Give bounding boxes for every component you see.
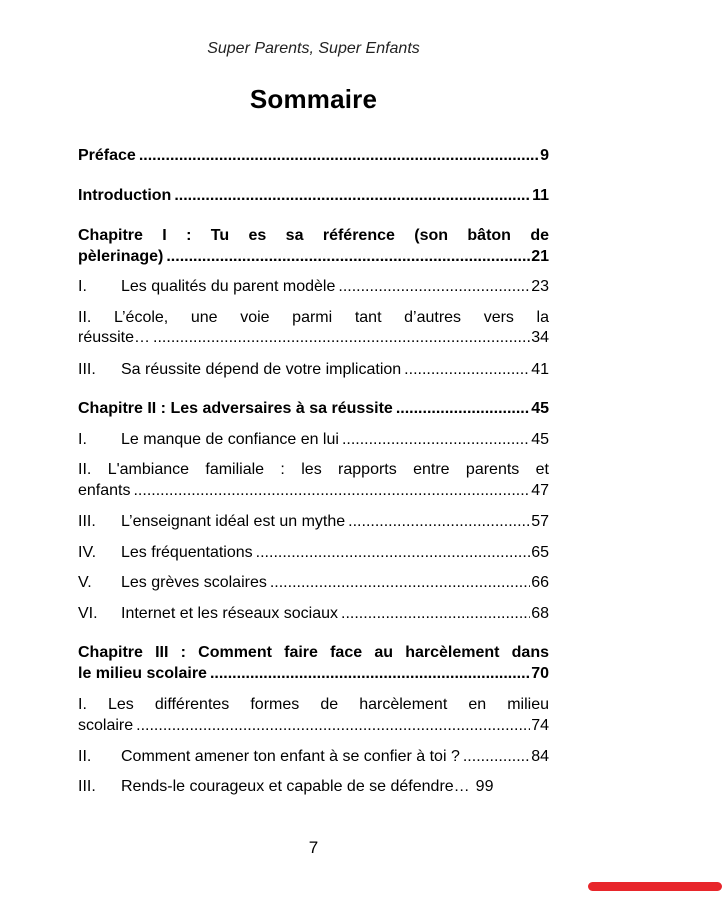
toc-label: Les grèves scolaires: [121, 574, 267, 591]
toc-page-number: 65: [531, 544, 549, 561]
toc-entry-3-3: [78, 777, 549, 797]
dot-leader: [139, 146, 539, 166]
toc-numeral: III.: [78, 778, 96, 795]
toc-label: [78, 460, 549, 480]
dot-leader: [463, 747, 530, 767]
running-header: Super Parents, Super Enfants: [207, 40, 420, 57]
dot-leader: [270, 573, 530, 593]
toc-label-text: L’école, une voie parmi tant d’autres vers la: [113, 309, 549, 326]
toc-page-number: 41: [531, 361, 549, 378]
toc-label-text: Les différentes formes de harcèlement en milieu: [107, 696, 550, 713]
dot-leader: [348, 512, 530, 532]
toc-label: L’enseignant idéal est un mythe: [121, 513, 346, 530]
toc-entry-preface: [78, 146, 549, 166]
toc-label: Chapitre I : Tu es sa référence (son bâton de: [78, 227, 549, 244]
toc-entry-introduction: [78, 186, 549, 206]
toc-entry-2-6: [78, 604, 549, 624]
toc-page-number: 23: [531, 278, 549, 295]
dot-leader: [396, 399, 530, 419]
toc-numeral: IV.: [78, 544, 97, 561]
toc-numeral: I.: [78, 278, 87, 295]
toc-page-number: 45: [531, 400, 549, 417]
toc-page-number: 21: [531, 248, 549, 265]
toc-page-number: 45: [531, 431, 549, 448]
toc-page-number: 70: [531, 665, 549, 682]
toc-label: [78, 695, 549, 715]
toc-entry-3-1: [78, 695, 549, 736]
toc-entry-2-2: [78, 460, 549, 501]
toc-numeral: I.: [78, 431, 87, 448]
toc-label-continued: scolaire: [78, 717, 134, 734]
toc-label: Sa réussite dépend de votre implication: [121, 361, 402, 378]
dot-leader: [133, 481, 530, 501]
toc-label: Introduction: [78, 187, 172, 204]
dot-leader: [166, 247, 530, 267]
toc-numeral: I.: [78, 696, 87, 713]
dot-leader: [341, 604, 530, 624]
toc-label: Les fréquentations: [121, 544, 253, 561]
toc-numeral: III.: [78, 513, 96, 530]
toc-label: Internet et les réseaux sociaux: [121, 605, 339, 622]
toc-label: Rends-le courageux et capable de se défendre…: [121, 778, 470, 795]
red-highlight-mark: [588, 882, 722, 891]
toc-page-number: 11: [532, 187, 549, 204]
toc-entry-2-4: [78, 543, 549, 563]
toc-entry-chapter-1: [78, 226, 549, 267]
toc-label: Le manque de confiance en lui: [121, 431, 339, 448]
toc-label: [78, 308, 549, 328]
toc-numeral: II.: [78, 309, 92, 326]
toc-label-continued: réussite…: [78, 329, 151, 346]
toc-page-number: 66: [531, 574, 549, 591]
dot-leader: [210, 664, 530, 684]
toc-page-number: 84: [531, 748, 549, 765]
toc-entry-chapter-2: [78, 399, 549, 419]
toc-label-continued: pèlerinage): [78, 248, 164, 265]
toc-label-continued: le milieu scolaire: [78, 665, 207, 682]
page-title: Sommaire: [249, 84, 378, 114]
dot-leader: [174, 186, 531, 206]
dot-leader: [342, 430, 530, 450]
toc-entry-2-5: [78, 573, 549, 593]
toc-label: Chapitre III : Comment faire face au harcèlement dans: [78, 644, 549, 661]
dot-leader: [153, 328, 530, 348]
toc-label: Les qualités du parent modèle: [121, 278, 336, 295]
toc-entry-chapter-3: [78, 643, 549, 684]
toc-entry-2-1: [78, 430, 549, 450]
toc-page-number: 74: [531, 717, 549, 734]
toc-entry-1-2: [78, 308, 549, 348]
toc-numeral: V.: [78, 574, 92, 591]
toc-page-number: 34: [531, 329, 549, 346]
toc-entry-3-2: [78, 747, 549, 767]
dot-leader: [404, 360, 530, 380]
toc-page-number: 99: [475, 778, 494, 795]
dot-leader: [136, 716, 530, 736]
toc-numeral: III.: [78, 361, 96, 378]
toc-page-number: 68: [531, 605, 549, 622]
toc-label: Préface: [78, 147, 136, 164]
toc-label: Chapitre II : Les adversaires à sa réussite: [78, 400, 393, 417]
toc-label-continued: enfants: [78, 482, 131, 499]
toc-entry-2-3: [78, 512, 549, 532]
toc-page-number: 47: [531, 482, 549, 499]
toc-label-text: L'ambiance familiale : les rapports entre parents et: [107, 461, 549, 478]
toc-page-number: 57: [531, 513, 549, 530]
dot-leader: [256, 543, 531, 563]
toc-numeral: II.: [78, 461, 92, 478]
toc-entry-1-1: [78, 277, 549, 297]
dot-leader: [338, 277, 530, 297]
page-number: 7: [308, 838, 319, 857]
toc-entry-1-3: [78, 360, 549, 380]
toc-page-number: 9: [540, 147, 549, 164]
toc-numeral: VI.: [78, 605, 98, 622]
toc-numeral: II.: [78, 748, 92, 765]
toc-label: Comment amener ton enfant à se confier à toi ?: [121, 748, 460, 765]
